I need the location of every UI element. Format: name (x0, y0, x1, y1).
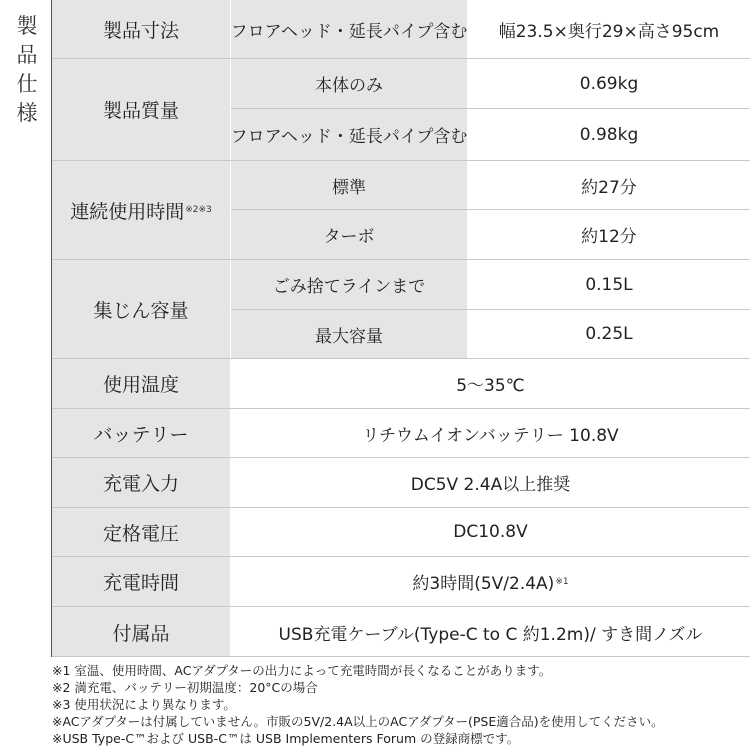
side-title (14, 12, 40, 128)
dust-line-sub: ごみ捨てラインまで (231, 260, 467, 309)
dust-max-value: 0.25L (468, 310, 750, 358)
dust-line-value: 0.15L (468, 260, 750, 309)
row-divider (231, 209, 750, 210)
footnotes (52, 662, 750, 747)
row-divider (52, 160, 750, 161)
row-divider (52, 259, 750, 260)
accessories-value: USB充電ケーブル(Type-C to C 約1.2m)/ すき間ノズル (231, 607, 750, 657)
weight-label: 製品質量 (52, 59, 230, 160)
runtime-label-text: 連続使用時間 (70, 200, 185, 223)
row-divider (52, 556, 750, 557)
rated-voltage-value: DC10.8V (231, 508, 750, 556)
dimensions-sub: フロアヘッド・延長パイプ含む (231, 0, 467, 58)
row-divider (52, 457, 750, 458)
charge-time-value (231, 557, 750, 606)
runtime-turbo-value: 約12分 (468, 210, 750, 259)
dimensions-value: 幅23.5×奥行29×高さ95cm (468, 0, 750, 58)
row-divider (52, 606, 750, 607)
row-divider (52, 507, 750, 508)
row-divider (231, 108, 750, 109)
runtime-label-note: ※2※3 (185, 205, 212, 215)
footnote: ※3 使用状況により異なります。 (52, 697, 236, 712)
footnote: ※ACアダプターは付属していません。市販の5V/2.4A以上のACアダプター(PSE適合品)を使用してください。 (52, 714, 664, 729)
charge-time-value-text: 約3時間(5V/2.4A) (412, 574, 555, 594)
runtime-label (52, 161, 230, 259)
footnote: ※1 室温、使用時間、ACアダプターの出力によって充電時間が長くなることがあります。 (52, 663, 552, 678)
row-divider (52, 656, 750, 657)
runtime-standard-value: 約27分 (468, 161, 750, 209)
row-divider (231, 309, 750, 310)
side-title-char: 品 (16, 43, 38, 67)
weight-body-value: 0.69kg (468, 59, 750, 108)
row-divider (52, 408, 750, 409)
temperature-value: 5〜35℃ (231, 359, 750, 408)
row-divider (52, 58, 750, 59)
row-divider (52, 358, 750, 359)
side-title-char: 製 (16, 14, 38, 38)
battery-label: バッテリー (52, 409, 230, 457)
dust-max-sub: 最大容量 (231, 310, 467, 358)
footnote: ※2 満充電、バッテリー初期温度：20°Cの場合 (52, 680, 318, 695)
charge-time-note: ※1 (555, 576, 569, 587)
weight-body-sub: 本体のみ (231, 59, 467, 108)
accessories-label: 付属品 (52, 607, 230, 657)
dust-label: 集じん容量 (52, 260, 230, 358)
side-title-char: 仕 (16, 72, 38, 96)
charge-time-label: 充電時間 (52, 557, 230, 606)
spec-table (52, 0, 750, 657)
battery-value: リチウムイオンバッテリー 10.8V (231, 409, 750, 457)
temperature-label: 使用温度 (52, 359, 230, 408)
side-title-char: 様 (16, 101, 38, 125)
dimensions-label: 製品寸法 (52, 0, 230, 58)
footnote: ※USB Type-C™および USB-C™は USB Implementers Forum の登録商標です。 (52, 731, 520, 746)
weight-head-sub: フロアヘッド・延長パイプ含む (231, 109, 467, 160)
weight-head-value: 0.98kg (468, 109, 750, 160)
runtime-standard-sub: 標準 (231, 161, 467, 209)
rated-voltage-label: 定格電圧 (52, 508, 230, 556)
charge-input-label: 充電入力 (52, 458, 230, 507)
runtime-turbo-sub: ターボ (231, 210, 467, 259)
charge-input-value: DC5V 2.4A以上推奨 (231, 458, 750, 507)
